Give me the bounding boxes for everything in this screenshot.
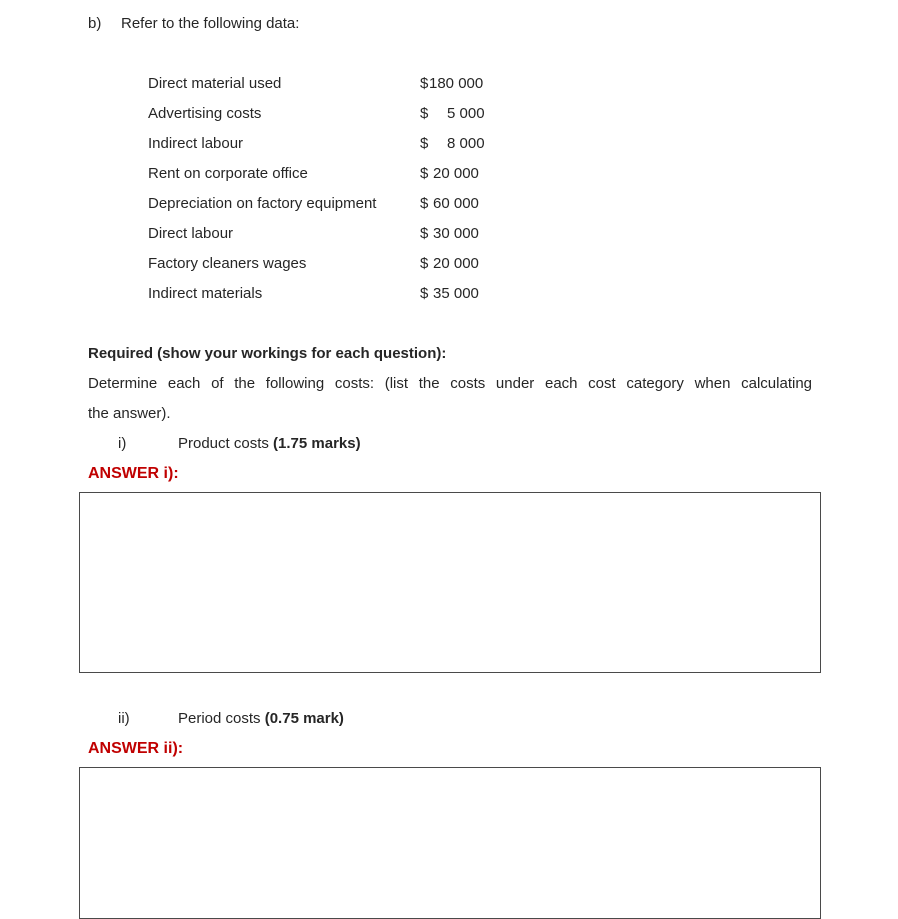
cost-label: Indirect labour (148, 135, 244, 152)
question-text (178, 434, 361, 454)
cost-label: Indirect materials (148, 285, 263, 302)
question-number: ii) (118, 710, 130, 727)
answer-label-i: ANSWER i): (88, 465, 179, 482)
amount-value: 30 000 (433, 225, 479, 242)
currency-symbol: $ (420, 195, 429, 212)
answer-box-i[interactable] (79, 492, 821, 673)
amount-value: 180 000 (429, 75, 484, 92)
currency-symbol: $ (420, 285, 429, 302)
currency-symbol: $ (420, 165, 429, 182)
cost-label: Factory cleaners wages (148, 255, 307, 272)
cost-label: Direct material used (148, 75, 282, 92)
question-label: Period costs (178, 710, 265, 727)
cost-label: Direct labour (148, 225, 234, 242)
question-label: Product costs (178, 435, 274, 452)
answer-box-ii[interactable] (79, 767, 821, 919)
currency-symbol: $ (420, 225, 429, 242)
currency-symbol: $ (420, 135, 429, 152)
answer-label-ii: ANSWER ii): (88, 740, 184, 757)
question-marks: (1.75 marks) (273, 435, 361, 452)
part-label: b) (88, 15, 102, 32)
cost-label: Rent on corporate office (148, 165, 308, 182)
amount-value: 20 000 (433, 165, 479, 182)
amount-value: 35 000 (433, 285, 479, 302)
question-number: i) (118, 435, 127, 452)
cost-label: Depreciation on factory equipment (148, 195, 377, 212)
currency-symbol: $ (420, 105, 429, 122)
instruction-line-1: Determine each of the following costs: (list the costs under each cost category when calculating (88, 375, 812, 392)
required-heading: Required (show your workings for each question): (88, 345, 447, 362)
question-text (178, 709, 344, 729)
amount-value: 5 000 (447, 105, 485, 122)
instruction-line-2: the answer). (88, 405, 171, 422)
currency-symbol: $ (420, 255, 429, 272)
amount-value: 8 000 (447, 135, 485, 152)
part-intro: Refer to the following data: (121, 15, 300, 32)
currency-symbol: $ (420, 75, 429, 92)
cost-label: Advertising costs (148, 105, 262, 122)
amount-value: 20 000 (433, 255, 479, 272)
amount-value: 60 000 (433, 195, 479, 212)
question-marks: (0.75 mark) (264, 710, 344, 727)
